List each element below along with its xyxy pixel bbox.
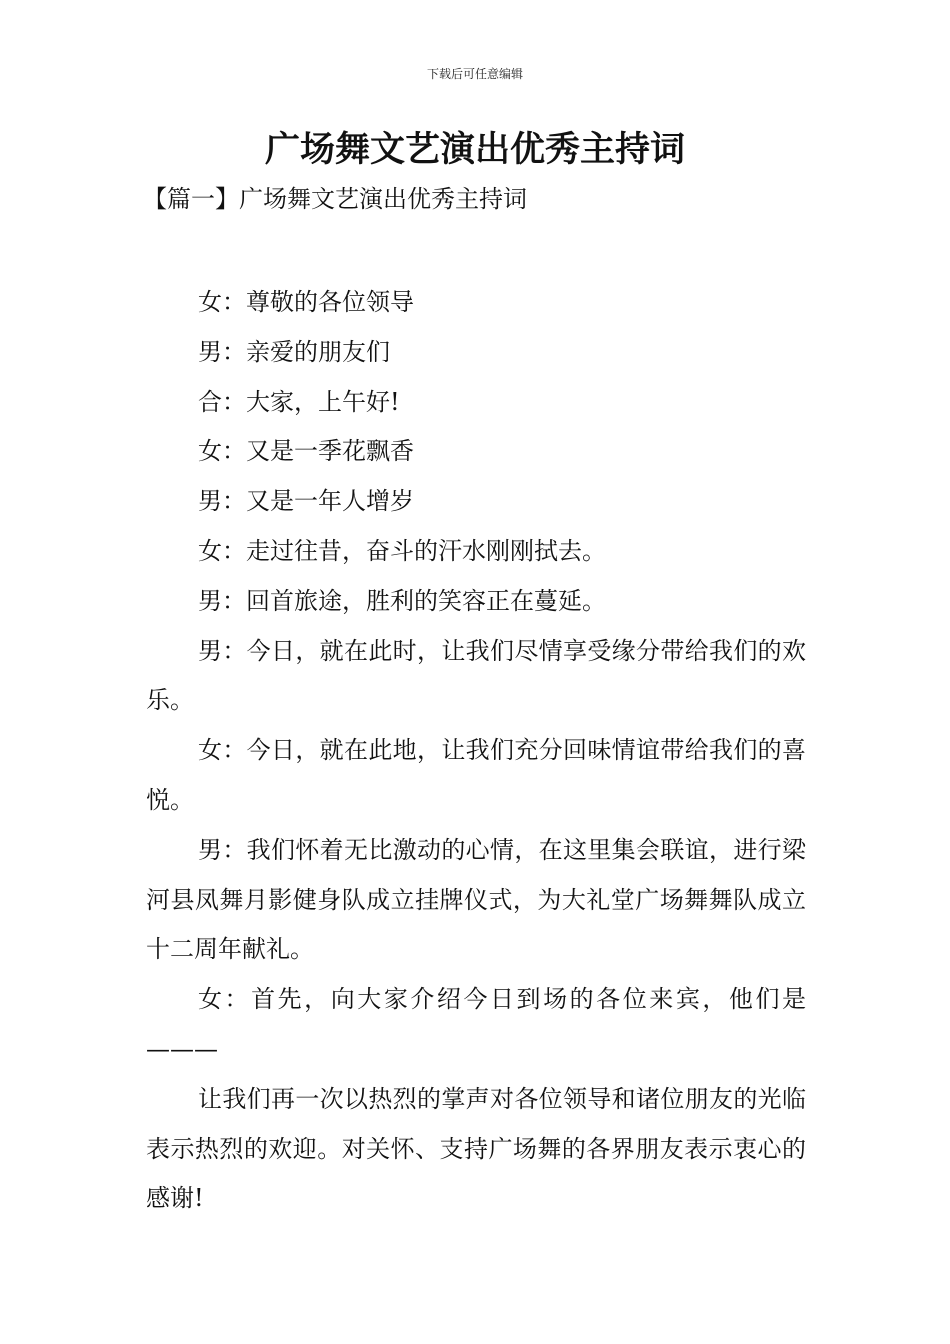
- document-title: 广场舞文艺演出优秀主持词: [264, 129, 685, 170]
- paragraph: 女：走过往昔，奋斗的汗水刚刚拭去。: [198, 536, 606, 565]
- paragraph: 女：尊敬的各位领导: [198, 288, 414, 316]
- paragraph: 男：亲爱的朋友们: [198, 337, 390, 366]
- paragraph: 女：首先，向大家介绍今日到场的各位来宾，他们是———: [146, 985, 806, 1063]
- paragraph: 男：今日，就在此时，让我们尽情享受缘分带给我们的欢乐。: [146, 636, 806, 715]
- paragraph: 女：今日，就在此地，让我们充分回味情谊带给我们的喜悦。: [146, 736, 806, 814]
- paragraph: 男：我们怀着无比激动的心情，在这里集会联谊，进行梁河县凤舞月影健身队成立挂牌仪式，为大礼堂广场舞舞队成立十二周年献礼。: [146, 835, 806, 964]
- section-heading: 【篇一】广场舞文艺演出优秀主持词: [143, 185, 527, 213]
- page-header-note: 下载后可任意编辑: [426, 67, 523, 81]
- paragraph: 男：又是一年人增岁: [198, 487, 414, 516]
- paragraph: 合：大家，上午好!: [198, 387, 400, 416]
- paragraph: 让我们再一次以热烈的掌声对各位领导和诸位朋友的光临表示热烈的欢迎。对关怀、支持广场舞的各界朋友表示衷心的感谢!: [146, 1084, 806, 1213]
- document-body: [146, 278, 806, 1224]
- paragraph: 女：又是一季花飘香: [198, 437, 414, 466]
- paragraph: 男：回首旅途，胜利的笑容正在蔓延。: [198, 586, 606, 615]
